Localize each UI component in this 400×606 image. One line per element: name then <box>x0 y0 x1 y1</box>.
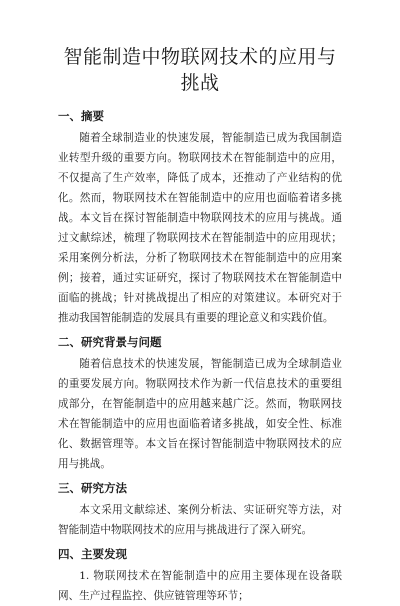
section-background <box>58 334 342 474</box>
section-methods <box>58 480 342 540</box>
section-paragraph: 本文采用文献综述、案例分析法、实证研究等方法，对智能制造中物联网技术的应用与挑战进行了深入研究。 <box>58 504 342 536</box>
section-heading: 三、研究方法 <box>58 481 127 495</box>
document-title: 智能制造中物联网技术的应用与挑战 <box>63 46 337 94</box>
section-paragraph: 随着全球制造业的快速发展，智能制造已成为我国制造业转型升级的重要方向。物联网技术在智能制造中的应用，不仅提高了生产效率，降低了成本，还推动了产业结构的优化。然而，物联网技术在智能制造中的应用也面临着诸多挑战。本文旨在探讨智能制造中物联网技术的应用与挑战。通过文献综述，梳理了物联网技术在智能制造中的应用现状；采用案例分析法，分析了物联网技术在智能制造中的应用案例；接着，通过实证研究，探讨了物联网技术在智能制造中面临的挑战；针对挑战提出了相应的对策建议。本研究对于推动我国智能制造的发展具有重要的理论意义和实践价值。 <box>58 132 342 324</box>
section-findings <box>58 546 342 606</box>
section-paragraph: 随着信息技术的快速发展，智能制造已成为全球制造业的重要发展方向。物联网技术作为新一代信息技术的重要组成部分，在智能制造中的应用越来越广泛。然而，物联网技术在智能制造中的应用也面临着诸多挑战，如安全性、标准化、数据管理等。本文旨在探讨智能制造中物联网技术的应用与挑战。 <box>58 358 342 470</box>
section-abstract <box>58 108 342 328</box>
section-heading: 四、主要发现 <box>58 547 127 561</box>
section-heading: 一、摘要 <box>58 109 104 123</box>
section-heading: 二、研究背景与问题 <box>58 335 162 349</box>
section-paragraph: 1. 物联网技术在智能制造中的应用主要体现在设备联网、生产过程监控、供应链管理等环节； <box>58 570 342 602</box>
